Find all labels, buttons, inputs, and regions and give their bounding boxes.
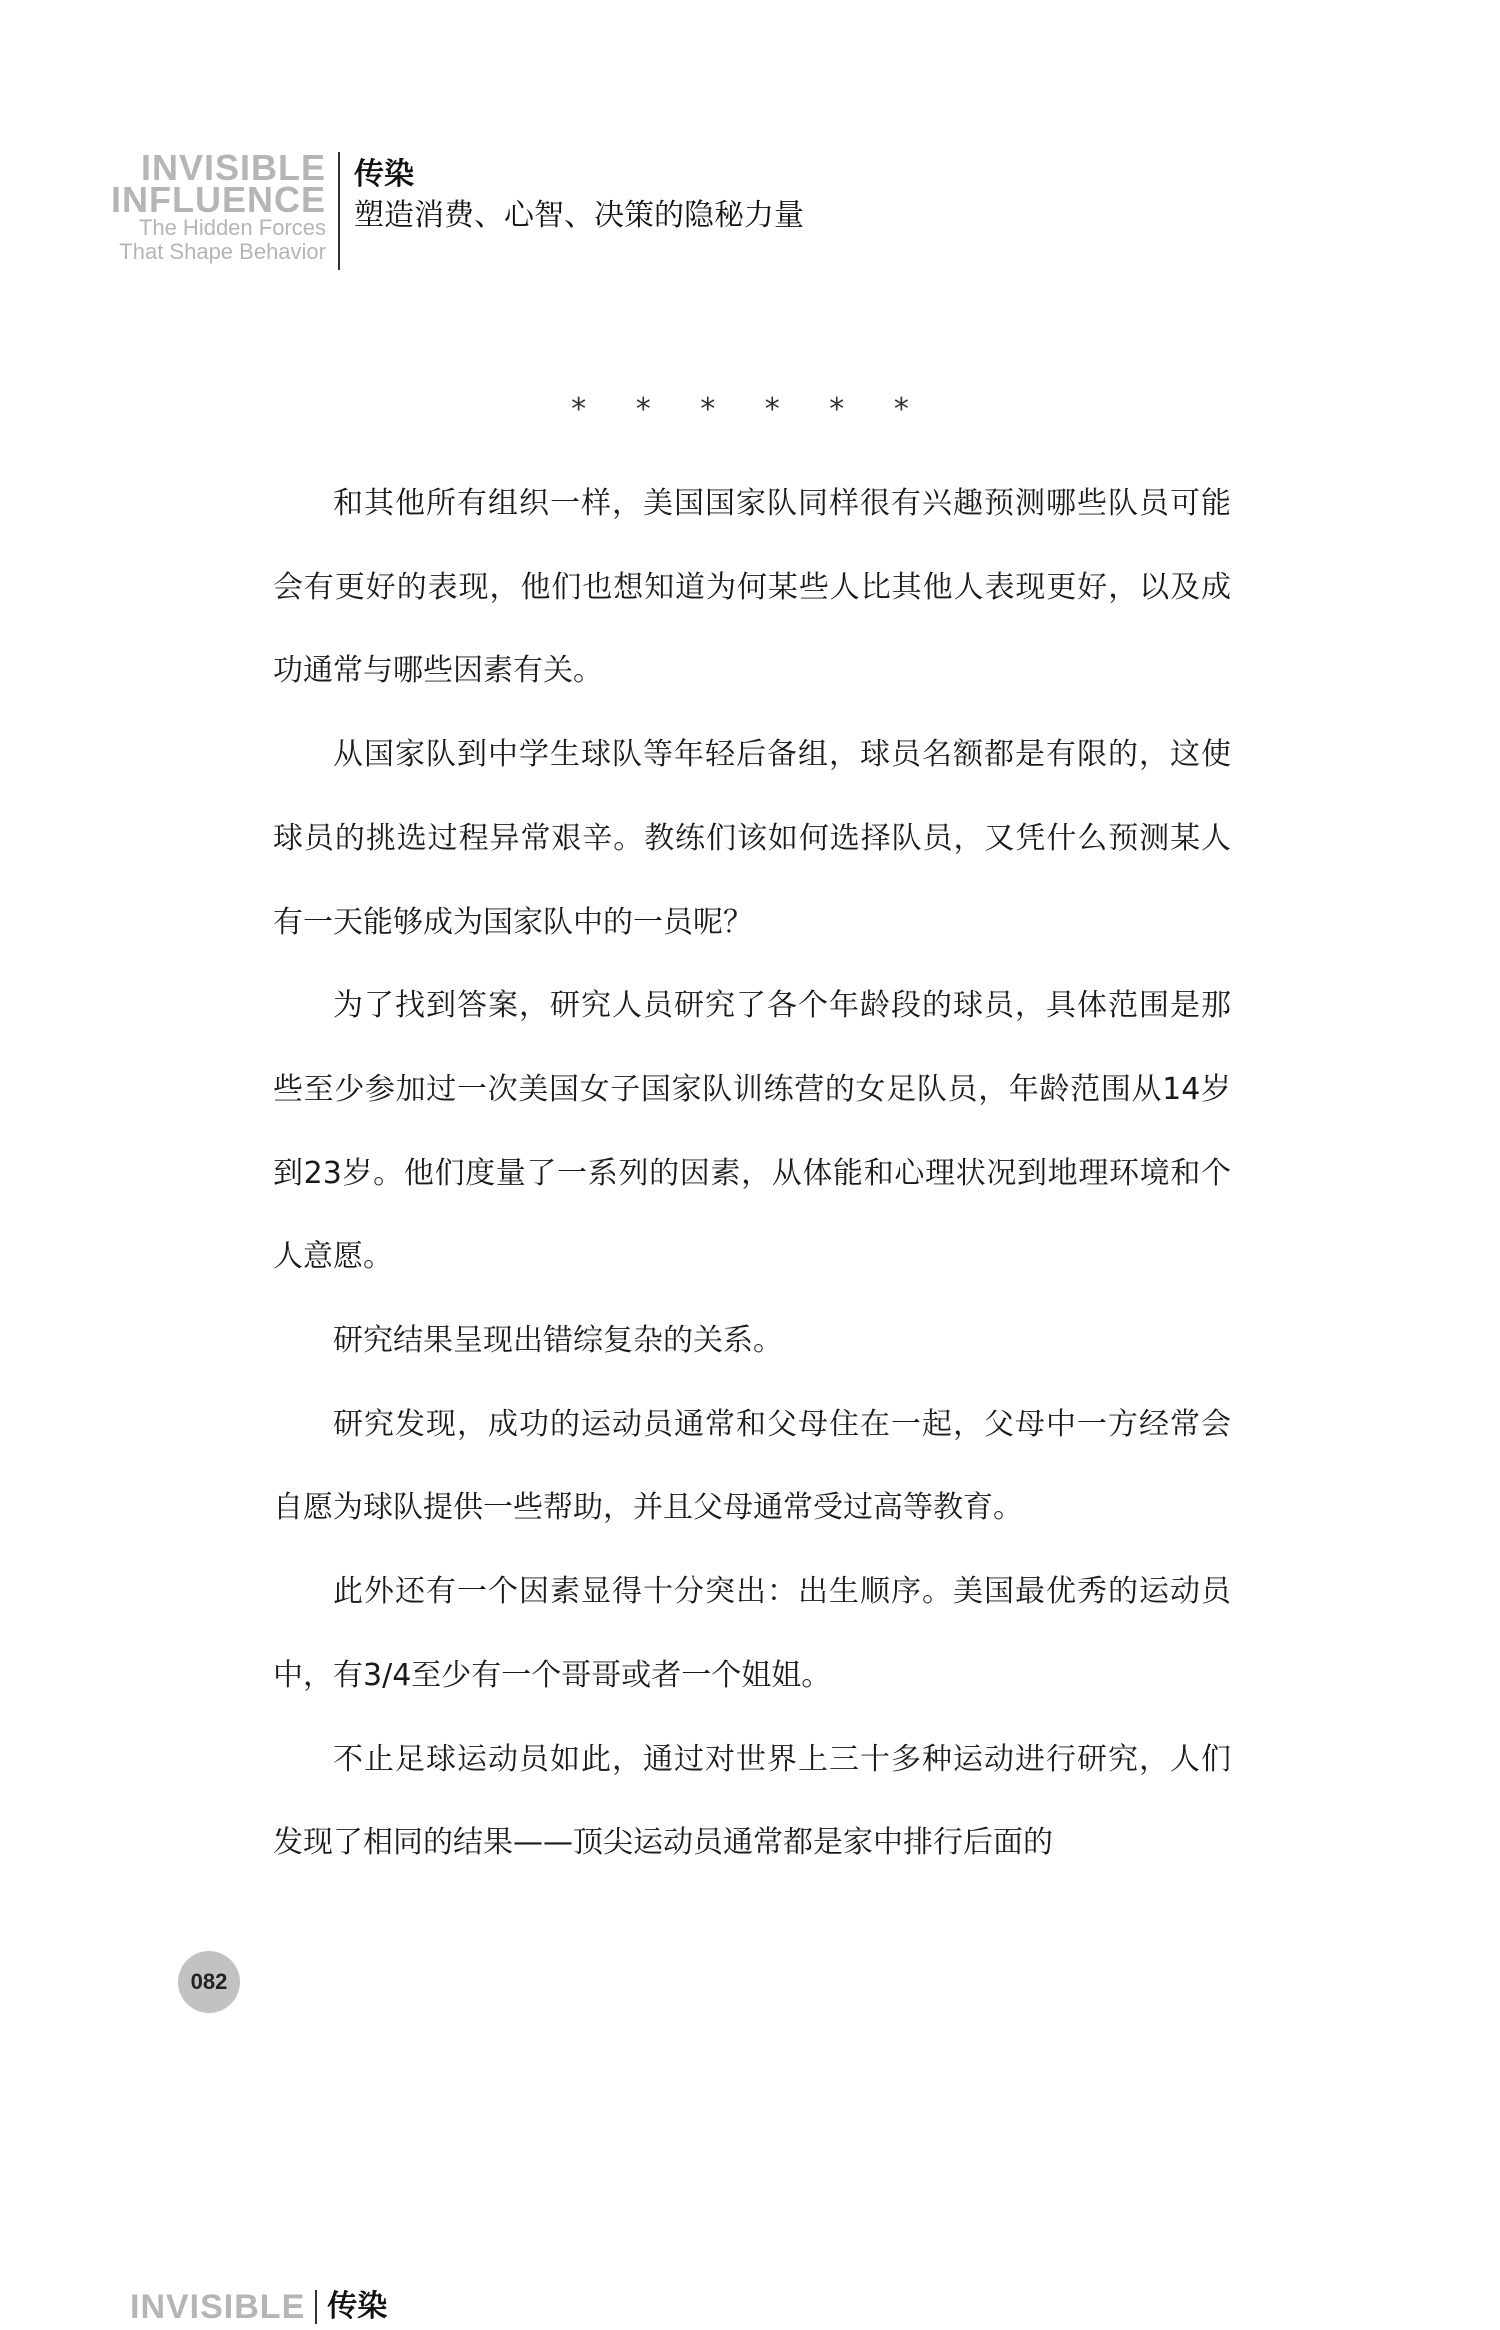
paragraph: 从国家队到中学生球队等年轻后备组，球员名额都是有限的，这使球员的挑选过程异常艰辛。教练们该如何选择队员，又凭什么预测某人有一天能够成为国家队中的一员呢？ — [273, 737, 1231, 940]
next-page-header-peek — [130, 2290, 387, 2330]
footer-logo: INVISIBLE — [130, 2290, 317, 2324]
paragraph: 此外还有一个因素显得十分突出：出生顺序。美国最优秀的运动员中，有3/4至少有一个哥哥或者一个姐姐。 — [273, 1574, 1231, 1693]
logo-line-invisible: INVISIBLE — [140, 147, 326, 188]
logo-subtitle-line1: The Hidden Forces — [138, 215, 326, 240]
paragraph: 研究发现，成功的运动员通常和父母住在一起，父母中一方经常会自愿为球队提供一些帮助，并且父母通常受过高等教育。 — [273, 1406, 1231, 1526]
logo-line-influence: INFLUENCE — [111, 179, 326, 220]
section-divider: * * * * * * — [571, 392, 929, 427]
footer-title: 传染 — [327, 2289, 388, 2324]
header-title-block — [340, 152, 804, 270]
page-number: 082 — [178, 1951, 240, 2013]
book-logo — [100, 147, 340, 270]
paragraph: 为了找到答案，研究人员研究了各个年龄段的球员，具体范围是那些至少参加过一次美国女子国家队训练营的女足队员，年龄范围从14岁到23岁。他们度量了一系列的因素，从体能和心理状况到地理环境和个人意愿。 — [273, 988, 1231, 1275]
paragraph: 研究结果呈现出错综复杂的关系。 — [333, 1323, 783, 1359]
paragraph: 不止足球运动员如此，通过对世界上三十多种运动进行研究，人们发现了相同的结果——顶尖运动员通常都是家中排行后面的 — [273, 1741, 1231, 1861]
body-text — [273, 462, 1231, 1885]
logo-subtitle-line2: That Shape Behavior — [119, 239, 326, 264]
book-subtitle: 塑造消费、心智、决策的隐秘力量 — [354, 198, 804, 233]
running-header — [100, 147, 804, 270]
book-title: 传染 — [354, 157, 414, 192]
paragraph: 和其他所有组织一样，美国国家队同样很有兴趣预测哪些队员可能会有更好的表现，他们也想知道为何某些人比其他人表现更好，以及成功通常与哪些因素有关。 — [273, 486, 1231, 689]
